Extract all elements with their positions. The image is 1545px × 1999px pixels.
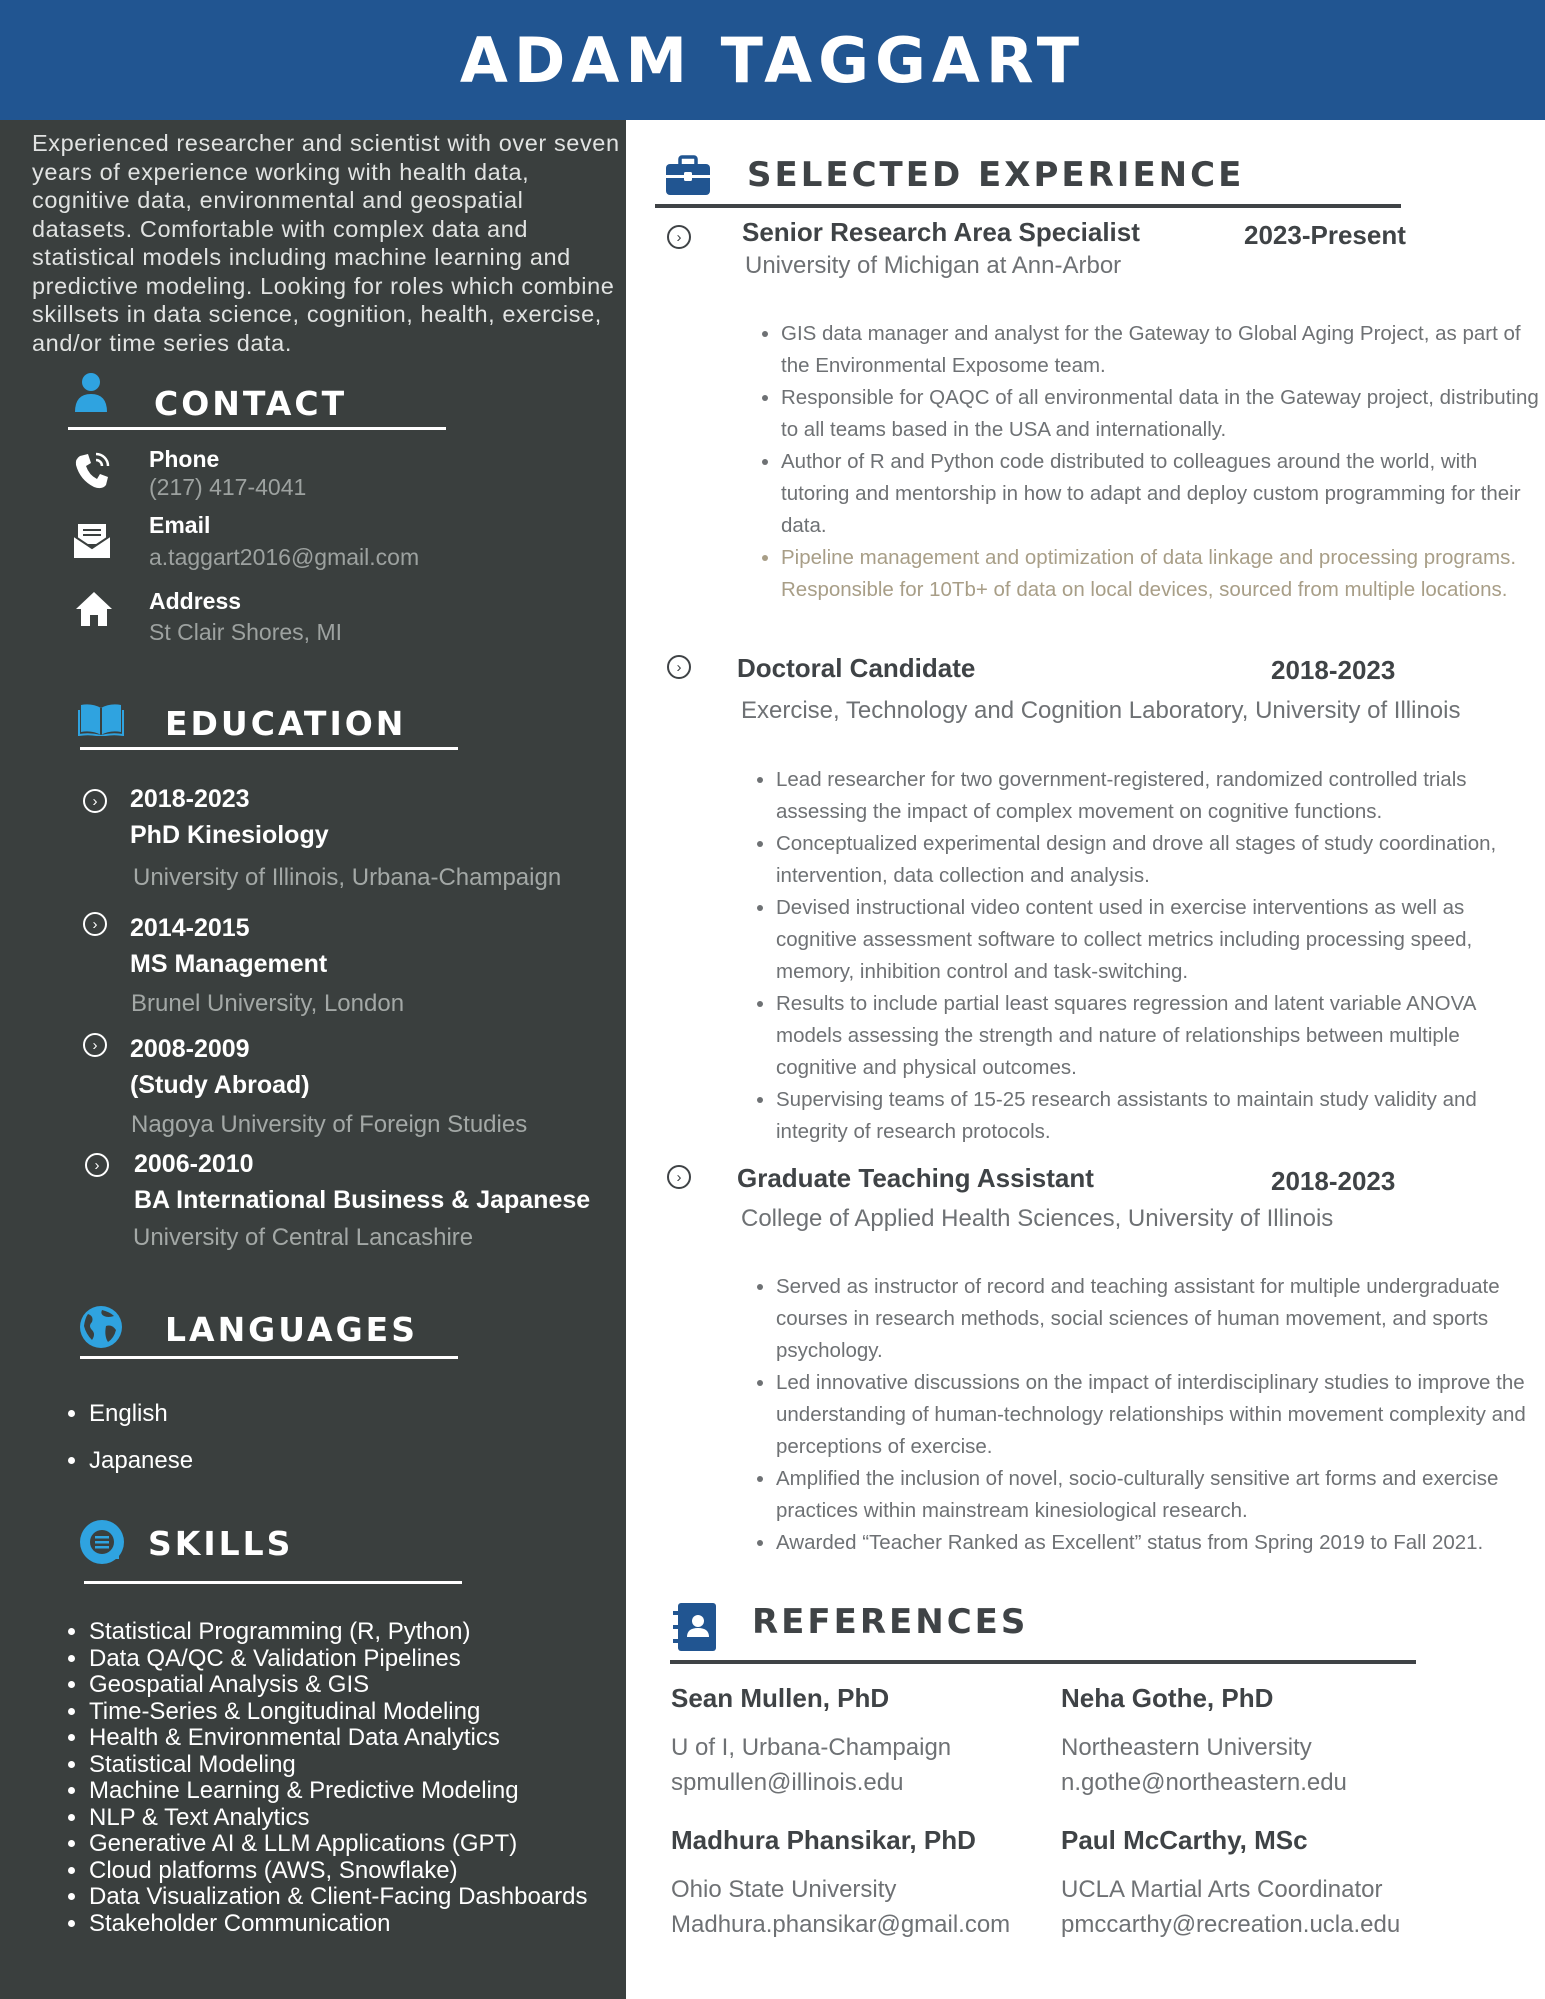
job-bullets [742, 764, 1544, 1148]
education-title: EDUCATION [165, 704, 407, 743]
job-bullet: • GIS data manager and analyst for the Gateway to Global Aging Project, as part of the Environmental Exposome team. [781, 318, 1541, 382]
skill-item: • Time-Series & Longitudinal Modeling [89, 1699, 587, 1726]
experience-divider [655, 204, 1401, 208]
job-bullets [747, 318, 1541, 606]
job-date: 2023-Present [1244, 220, 1406, 250]
job-bullet: • Pipeline management and optimization of data linkage and processing programs. Responsible for 10Tb+ of data on local devices, sourced from multiple locations. [781, 542, 1541, 606]
chevron-circle-icon: › [83, 912, 107, 936]
address-value: St Clair Shores, MI [149, 619, 342, 645]
chevron-circle-icon: › [83, 789, 107, 813]
edu-degree: PhD Kinesiology [130, 821, 329, 849]
job-bullet: • Amplified the inclusion of novel, socio-culturally sensitive art forms and exercise practices within mainstream kinesiological research. [776, 1463, 1544, 1527]
phone-label: Phone [149, 446, 220, 472]
skill-item: • Cloud platforms (AWS, Snowflake) [89, 1858, 587, 1885]
email-label: Email [149, 512, 211, 538]
job-title: Doctoral Candidate [737, 653, 976, 683]
reference-name: Paul McCarthy, MSc [1061, 1825, 1308, 1855]
job-org: College of Applied Health Sciences, University of Illinois [741, 1205, 1334, 1232]
reference-org: Northeastern University [1061, 1734, 1312, 1761]
skill-item: • Stakeholder Communication [89, 1911, 587, 1938]
person-icon [74, 372, 108, 419]
candidate-name: ADAM TAGGART [459, 23, 1086, 97]
skill-item: • Health & Environmental Data Analytics [89, 1725, 587, 1752]
edu-year: 2014-2015 [130, 914, 250, 942]
job-bullet: • Devised instructional video content used in exercise interventions as well as cognitive assessment software to collect metrics including processing speed, memory, inhibition control and task-switching. [776, 892, 1544, 988]
languages-title: LANGUAGES [165, 1310, 418, 1349]
edu-school: University of Central Lancashire [133, 1224, 474, 1251]
references-title: REFERENCES [752, 1602, 1029, 1642]
job-bullet: • Author of R and Python code distributed to colleagues around the world, with tutoring and mentorship in how to adapt and deploy custom programming for their data. [781, 446, 1541, 542]
contact-divider [68, 427, 446, 430]
edu-year: 2018-2023 [130, 785, 250, 813]
job-title: Graduate Teaching Assistant [737, 1163, 1094, 1193]
edu-year: 2008-2009 [130, 1035, 250, 1063]
job-bullet: • Supervising teams of 15-25 research assistants to maintain study validity and integrity of research protocols. [776, 1084, 1544, 1148]
edu-school: Brunel University, London [131, 990, 405, 1017]
edu-degree: (Study Abroad) [130, 1071, 310, 1099]
reference-name: Neha Gothe, PhD [1061, 1683, 1274, 1713]
job-date: 2018-2023 [1271, 655, 1396, 685]
contact-title: CONTACT [154, 384, 348, 423]
book-icon [78, 702, 124, 741]
skills-title: SKILLS [148, 1524, 294, 1563]
job-bullets [742, 1271, 1544, 1559]
job-bullet: • Lead researcher for two government-registered, randomized controlled trials assessing the impact of complex movement on cognitive functions. [776, 764, 1544, 828]
reference-org: UCLA Martial Arts Coordinator [1061, 1876, 1383, 1903]
reference-name: Madhura Phansikar, PhD [671, 1825, 976, 1855]
job-bullet: • Served as instructor of record and teaching assistant for multiple undergraduate courses in research methods, social sciences of human movement, and sports psychology. [776, 1271, 1544, 1367]
references-divider [670, 1660, 1416, 1664]
chevron-circle-icon: › [667, 225, 691, 249]
chevron-circle-icon: › [667, 1165, 691, 1189]
reference-email[interactable]: pmccarthy@recreation.ucla.edu [1061, 1911, 1401, 1938]
skill-item: • Geospatial Analysis & GIS [89, 1672, 587, 1699]
address-label: Address [149, 588, 242, 614]
skill-item: • Machine Learning & Predictive Modeling [89, 1778, 587, 1805]
globe-icon [78, 1304, 124, 1355]
reference-name: Sean Mullen, PhD [671, 1683, 890, 1713]
phone-icon [72, 450, 112, 497]
job-bullet: • Responsible for QAQC of all environmental data in the Gateway project, distributing to all teams based in the USA and internationally. [781, 382, 1541, 446]
contact-book-icon [672, 1601, 718, 1658]
experience-title: SELECTED EXPERIENCE [747, 155, 1245, 195]
language-item: • Japanese [89, 1437, 193, 1484]
job-bullet: • Led innovative discussions on the impact of interdisciplinary studies to improve the understanding of human-technology relationships within movement complexity and perceptions of exercise. [776, 1367, 1544, 1463]
job-title: Senior Research Area Specialist [742, 217, 1140, 247]
mail-icon [72, 520, 112, 565]
profile-summary: Experienced researcher and scientist with over seven years of experience working with health data, cognitive data, environmental and geospatial datasets. Comfortable with complex data and statistical models including machine learning and predictive modeling. Looking for roles which combine skillsets in data science, cognition, health, exercise, and/or time series data. [32, 130, 620, 356]
home-icon [74, 590, 114, 633]
edu-degree: MS Management [130, 950, 328, 978]
phone-value[interactable]: (217) 417-4041 [149, 474, 307, 500]
education-divider [80, 747, 458, 750]
reference-email[interactable]: n.gothe@northeastern.edu [1061, 1769, 1347, 1796]
job-bullet: • Awarded “Teacher Ranked as Excellent” status from Spring 2019 to Fall 2021. [776, 1527, 1544, 1559]
edu-school: Nagoya University of Foreign Studies [131, 1111, 528, 1138]
language-list [55, 1390, 193, 1484]
job-date: 2018-2023 [1271, 1166, 1396, 1196]
chevron-circle-icon: › [83, 1033, 107, 1057]
job-org: University of Michigan at Ann-Arbor [745, 252, 1122, 279]
skill-list [55, 1619, 587, 1937]
chevron-circle-icon: › [667, 655, 691, 679]
skill-item: • Data QA/QC & Validation Pipelines [89, 1646, 587, 1673]
briefcase-icon [664, 155, 712, 202]
chevron-circle-icon: › [85, 1153, 109, 1177]
sidebar [0, 120, 626, 1999]
email-value[interactable]: a.taggart2016@gmail.com [149, 544, 420, 570]
language-item: • English [89, 1390, 193, 1437]
skills-icon [78, 1518, 126, 1571]
edu-school: University of Illinois, Urbana-Champaign [133, 864, 562, 891]
job-bullet: • Results to include partial least squares regression and latent variable ANOVA models assessing the strength and nature of relationships between multiple cognitive and physical outcomes. [776, 988, 1544, 1084]
languages-divider [80, 1356, 458, 1359]
skill-item: • Statistical Programming (R, Python) [89, 1619, 587, 1646]
reference-email[interactable]: spmullen@illinois.edu [671, 1769, 904, 1796]
edu-degree: BA International Business & Japanese [134, 1186, 591, 1214]
skills-divider [84, 1581, 462, 1584]
header-bar [0, 0, 1545, 120]
reference-email[interactable]: Madhura.phansikar@gmail.com [671, 1911, 1011, 1938]
reference-org: Ohio State University [671, 1876, 897, 1903]
reference-org: U of I, Urbana-Champaign [671, 1734, 952, 1761]
job-org: Exercise, Technology and Cognition Laboratory, University of Illinois [741, 697, 1461, 724]
edu-year: 2006-2010 [134, 1150, 254, 1178]
skill-item: • NLP & Text Analytics [89, 1805, 587, 1832]
skill-item: • Statistical Modeling [89, 1752, 587, 1779]
skill-item: • Generative AI & LLM Applications (GPT) [89, 1831, 587, 1858]
job-bullet: • Conceptualized experimental design and drove all stages of study coordination, intervention, data collection and analysis. [776, 828, 1544, 892]
skill-item: • Data Visualization & Client-Facing Dashboards [89, 1884, 587, 1911]
